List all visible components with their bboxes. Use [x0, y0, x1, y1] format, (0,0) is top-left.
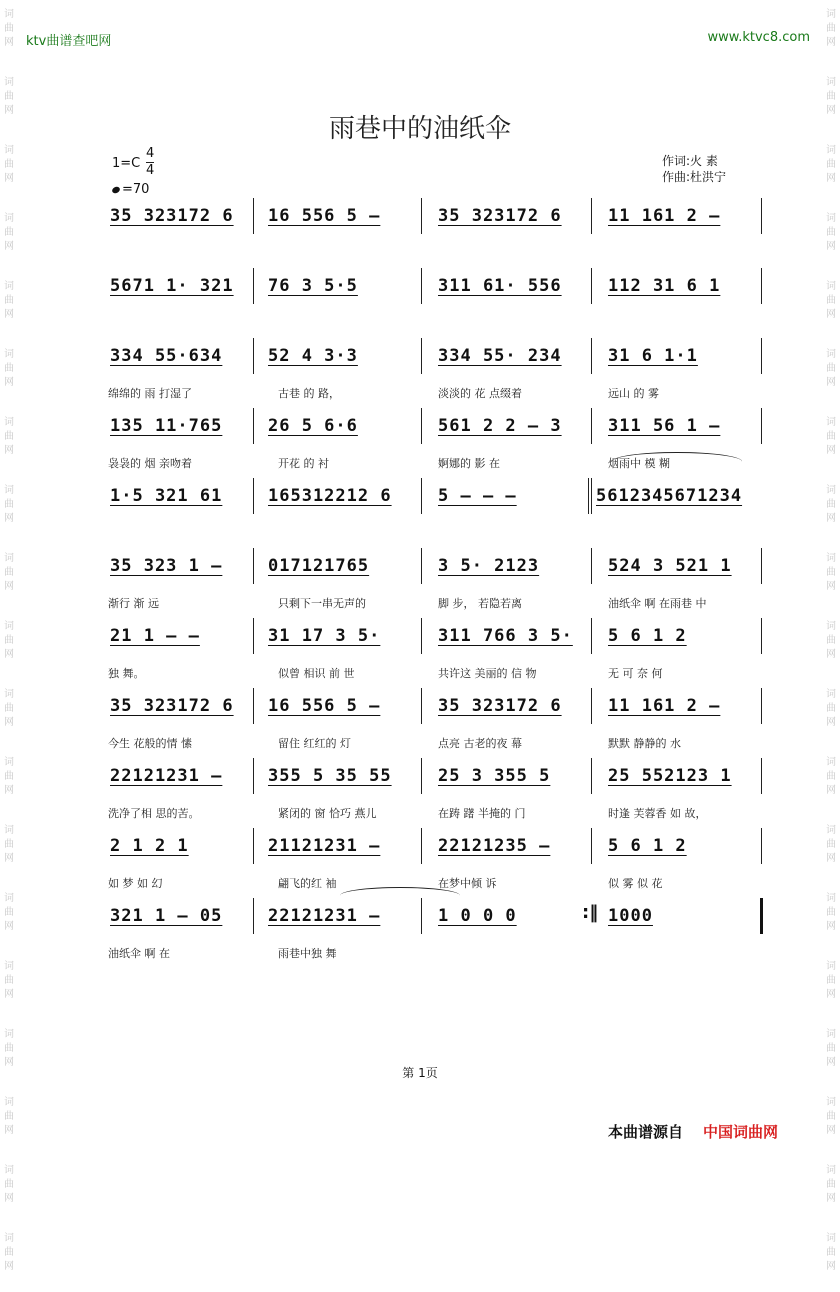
lyric: 共许这 美丽的 信 物 [438, 667, 537, 680]
lyric: 如 梦 如 幻 [108, 877, 163, 890]
barline [591, 338, 592, 374]
measure: 2 1 2 1 [110, 836, 189, 856]
barline [761, 338, 762, 374]
measure: 11 161 2 – [608, 696, 721, 716]
lyric: 脚 步， 若隐若离 [438, 597, 522, 610]
quarter-note-icon [111, 185, 121, 194]
lyric: 婀娜的 影 在 [438, 457, 500, 470]
tempo-value: =70 [122, 182, 150, 197]
score-row [108, 206, 768, 236]
barline [591, 618, 592, 654]
slur [340, 887, 460, 904]
barline [421, 758, 422, 794]
measure: 1000 [608, 906, 653, 926]
measure: 524 3 521 1 [608, 556, 732, 576]
lyric: 翩飞的红 袖 [278, 877, 337, 890]
score-row [108, 486, 768, 516]
lyric: 洗净了相 思的苦。 [108, 807, 200, 820]
barline [591, 268, 592, 304]
lyric: 似曾 相识 前 世 [278, 667, 355, 680]
barline [421, 828, 422, 864]
barline [253, 828, 254, 864]
tempo-marking [112, 182, 149, 197]
measure: 21121231 – [268, 836, 381, 856]
barline [253, 198, 254, 234]
measure: 31 6 1·1 [608, 346, 698, 366]
lyric: 点亮 古老的夜 幕 [438, 737, 522, 750]
barline [421, 408, 422, 444]
barline [761, 198, 762, 234]
barline [591, 828, 592, 864]
barline [591, 478, 592, 514]
score-row [108, 766, 768, 796]
barline [761, 828, 762, 864]
lyric: 油纸伞 啊 在雨巷 中 [608, 597, 707, 610]
barline [761, 758, 762, 794]
measure: 321 1 – 05 [110, 906, 223, 926]
measure: 52 4 3·3 [268, 346, 358, 366]
lyric: 紧闭的 窗 恰巧 燕儿 [278, 807, 377, 820]
measure: 35 323172 6 [110, 696, 234, 716]
measure: 5 6 1 2 [608, 626, 687, 646]
lyric: 袅袅的 烟 亲吻着 [108, 457, 192, 470]
measure: 311 56 1 – [608, 416, 721, 436]
lyric: 淡淡的 花 点缀着 [438, 387, 522, 400]
score-row [108, 346, 768, 376]
measure: 35 323172 6 [110, 206, 234, 226]
measure: 31 17 3 5· [268, 626, 381, 646]
barline [253, 408, 254, 444]
measure: 35 323 1 – [110, 556, 223, 576]
lyric: 时逢 芙蓉香 如 故， [608, 807, 707, 820]
barline [253, 478, 254, 514]
lyric: 绵绵的 雨 打湿了 [108, 387, 192, 400]
barline [591, 688, 592, 724]
time-signature [146, 146, 154, 179]
measure: 017121765 [268, 556, 370, 576]
lyric: 烟雨中 模 糊 [608, 457, 670, 470]
watermark-right: 词曲网 词曲网 词曲网 词曲网 词曲网 词曲网 词曲网 词曲网 词曲网 词曲网 词曲网 词曲网 词曲网 词曲网 词曲网 词曲网 词曲网 词曲网 词曲网 [826, 9, 836, 1272]
score-row [108, 556, 768, 586]
lyric: 雨巷中独 舞 [278, 947, 337, 960]
lyric: 只剩下一串无声的 [278, 597, 366, 610]
barline [253, 268, 254, 304]
barline [421, 548, 422, 584]
measure: 311 61· 556 [438, 276, 562, 296]
barline [591, 548, 592, 584]
lyric: 似 雾 似 花 [608, 877, 663, 890]
barline [253, 688, 254, 724]
song-title: 雨巷中的油纸伞 [328, 114, 511, 144]
header-site-name: ktv曲谱查吧网 [26, 34, 112, 49]
measure: 334 55· 234 [438, 346, 562, 366]
time-sig-top: 4 [146, 146, 155, 161]
barline [421, 898, 422, 934]
lyric: 渐行 渐 远 [108, 597, 159, 610]
measure: 25 3 355 5 [438, 766, 551, 786]
key-signature: 1=C [112, 156, 141, 171]
barline [421, 268, 422, 304]
credits [662, 153, 726, 185]
barline [253, 898, 254, 934]
source-site[interactable]: 中国词曲网 [703, 1123, 779, 1141]
measure: 16 556 5 – [268, 696, 381, 716]
barline [591, 408, 592, 444]
measure: 1·5 321 61 [110, 486, 223, 506]
barline [421, 338, 422, 374]
lyric: 独 舞。 [108, 667, 145, 680]
source-label: 本曲谱源自 [608, 1123, 684, 1141]
watermark-left: 词曲网 词曲网 词曲网 词曲网 词曲网 词曲网 词曲网 词曲网 词曲网 词曲网 词曲网 词曲网 词曲网 词曲网 词曲网 词曲网 词曲网 词曲网 词曲网 [4, 9, 14, 1272]
score-row [108, 696, 768, 726]
barline [421, 688, 422, 724]
lyric: 远山 的 雾 [608, 387, 659, 400]
barline [421, 478, 422, 514]
barline [253, 618, 254, 654]
measure: 311 766 3 5· [438, 626, 573, 646]
final-barline [760, 898, 763, 934]
barline [591, 198, 592, 234]
measure: 334 55·634 [110, 346, 223, 366]
measure: 35 323172 6 [438, 696, 562, 716]
barline [761, 618, 762, 654]
lyric: 今生 花般的情 愫 [108, 737, 192, 750]
score-row [108, 902, 768, 936]
lyric: 古巷 的 路， [278, 387, 340, 400]
time-sig-bottom: 4 [146, 163, 155, 178]
slur [612, 452, 742, 471]
barline [761, 408, 762, 444]
measure: 16 556 5 – [268, 206, 381, 226]
score-row [108, 626, 768, 656]
barline [421, 198, 422, 234]
score-row [108, 276, 768, 306]
measure: 3 5· 2123 [438, 556, 540, 576]
source-credit [608, 1121, 778, 1142]
measure: 35 323172 6 [438, 206, 562, 226]
barline [761, 548, 762, 584]
measure: 1 0 0 0 [438, 906, 517, 926]
measure: 22121235 – [438, 836, 551, 856]
composer: 作曲:杜洪宁 [662, 170, 727, 184]
barline [591, 758, 592, 794]
page-number: 第 1页 [402, 1066, 438, 1080]
measure: 21 1 – – [110, 626, 200, 646]
lyric: 留住 红红的 灯 [278, 737, 351, 750]
measure: 355 5 35 55 [268, 766, 392, 786]
measure: 25 552123 1 [608, 766, 732, 786]
barline [253, 548, 254, 584]
barline [253, 758, 254, 794]
barline [421, 618, 422, 654]
header-site-url[interactable]: www.ktvc8.com [707, 30, 810, 45]
measure: 11 161 2 – [608, 206, 721, 226]
measure: 165312212 6 [268, 486, 392, 506]
score-row [108, 836, 768, 866]
measure: 22121231 – [110, 766, 223, 786]
barline [588, 478, 589, 514]
lyricist: 作词:火 素 [662, 154, 718, 168]
lyric: 在踌 躇 半掩的 门 [438, 807, 526, 820]
score-row [108, 416, 768, 446]
lyric: 无 可 奈 何 [608, 667, 663, 680]
measure: 5671 1· 321 [110, 276, 234, 296]
measure: 561 2 2 – 3 [438, 416, 562, 436]
measure: 5 – – – [438, 486, 517, 506]
barline [253, 338, 254, 374]
lyric: 开花 的 衬 [278, 457, 329, 470]
lyric: 油纸伞 啊 在 [108, 947, 170, 960]
measure: 135 11·765 [110, 416, 223, 436]
measure: 5612345671234 [596, 486, 743, 506]
lyric: 在梦中倾 诉 [438, 877, 497, 890]
lyric: 默默 静静的 水 [608, 737, 681, 750]
repeat-sign: :‖ [582, 902, 599, 923]
measure: 112 31 6 1 [608, 276, 721, 296]
measure: 5 6 1 2 [608, 836, 687, 856]
measure: 76 3 5·5 [268, 276, 358, 296]
barline [761, 688, 762, 724]
measure: 22121231 – [268, 906, 381, 926]
barline [761, 268, 762, 304]
measure: 26 5 6·6 [268, 416, 358, 436]
